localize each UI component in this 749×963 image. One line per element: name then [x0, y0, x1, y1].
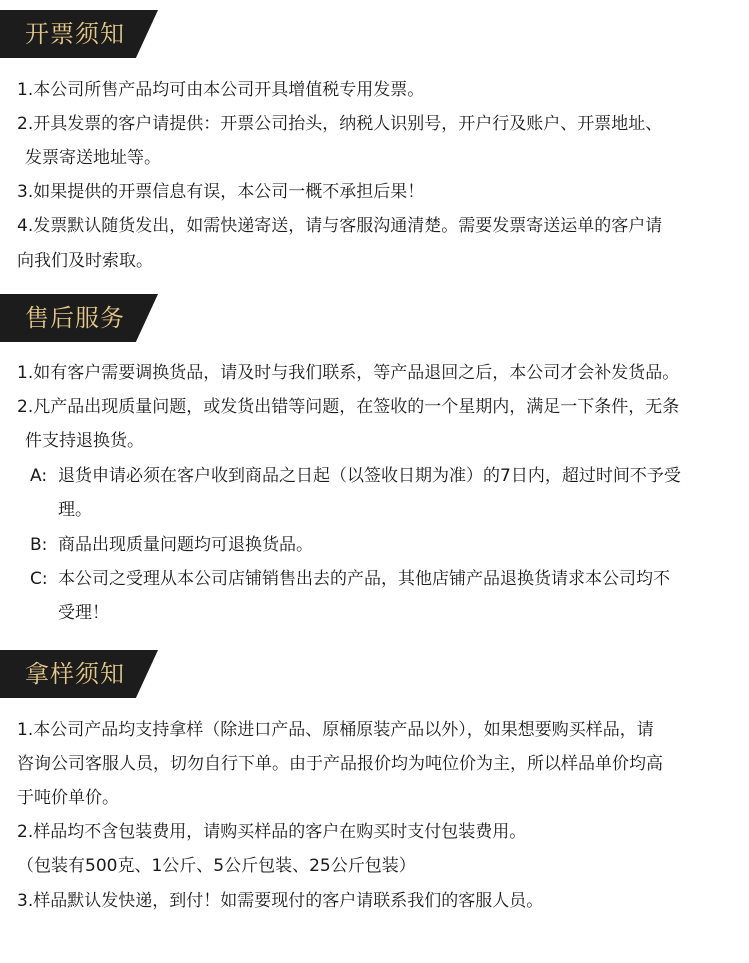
- samples-line: 于吨价单价。: [17, 788, 119, 808]
- condition-a-line: 理。: [58, 500, 92, 520]
- after-sales-line: 1.如有客户需要调换货品，请及时与我们联系，等产品退回之后，本公司才会补发货品。: [17, 363, 680, 383]
- samples-line: 1.本公司产品均支持拿样（除进口产品、原桶原装产品以外），如果想要购买样品，请: [17, 720, 654, 740]
- condition-c-line: 本公司之受理从本公司店铺销售出去的产品，其他店铺产品退换货请求本公司均不: [58, 569, 670, 589]
- invoice-line: 3.如果提供的开票信息有误，本公司一概不承担后果！: [17, 182, 425, 202]
- after-sales-line: 件支持退换货。: [25, 431, 144, 451]
- section-title-invoice: 开票须知: [25, 20, 125, 48]
- condition-b-line: 商品出现质量问题均可退换货品。: [58, 535, 313, 555]
- condition-c-line: 受理！: [58, 603, 109, 623]
- section-title-samples: 拿样须知: [25, 660, 125, 688]
- section-title-after-sales: 售后服务: [25, 304, 125, 332]
- samples-line: （包装有500克、1公斤、5公斤包装、25公斤包装）: [17, 856, 416, 876]
- invoice-line: 发票寄送地址等。: [25, 148, 161, 168]
- after-sales-line: 2.凡产品出现质量问题，或发货出错等问题，在签收的一个星期内，满足一下条件，无条: [17, 397, 680, 417]
- samples-line: 咨询公司客服人员，切勿自行下单。由于产品报价均为吨位价为主，所以样品单价均高: [17, 754, 663, 774]
- condition-label-a: A:: [30, 466, 48, 486]
- invoice-line: 1.本公司所售产品均可由本公司开具增值税专用发票。: [17, 80, 425, 100]
- samples-line: 3.样品默认发快递，到付！如需要现付的客户请联系我们的客服人员。: [17, 891, 544, 911]
- samples-line: 2.样品均不含包装费用，请购买样品的客户在购买时支付包装费用。: [17, 822, 527, 842]
- condition-a-line: 退货申请必须在客户收到商品之日起（以签收日期为准）的7日内，超过时间不予受: [58, 466, 681, 486]
- invoice-line: 向我们及时索取。: [17, 251, 153, 271]
- invoice-line: 4.发票默认随货发出，如需快递寄送，请与客服沟通清楚。需要发票寄送运单的客户请: [17, 216, 663, 236]
- condition-label-b: B:: [30, 535, 48, 555]
- invoice-line: 2.开具发票的客户请提供：开票公司抬头，纳税人识别号，开户行及账户、开票地址、: [17, 114, 663, 134]
- condition-label-c: C:: [30, 569, 48, 589]
